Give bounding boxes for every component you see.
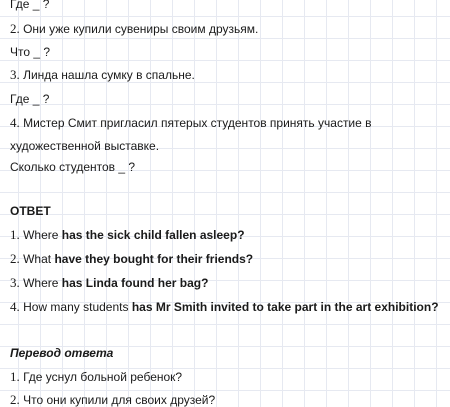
answer-rest: have they bought for their friends? — [54, 252, 254, 266]
answer-item-2 — [10, 252, 253, 266]
question-prompt-1: Где _ ? — [10, 0, 50, 11]
translation-item-1 — [10, 370, 182, 384]
item-number: 4. — [10, 299, 20, 314]
answer-lead: What — [23, 252, 52, 266]
item-number: 2. — [10, 392, 20, 407]
answer-lead: How many students — [23, 300, 129, 314]
task-sentence-4-continued: художественной выставке. — [10, 139, 160, 153]
translation-heading: Перевод ответа — [10, 346, 114, 360]
question-prompt-3: Где _ ? — [10, 92, 50, 106]
translation-item-2 — [10, 393, 215, 407]
answer-heading: ОТВЕТ — [10, 204, 51, 218]
item-number: 1. — [10, 369, 20, 384]
item-number: 4. — [10, 115, 20, 130]
answer-rest: has Linda found her bag? — [61, 276, 209, 290]
sentence-text: Они уже купили сувениры своим друзьям. — [23, 22, 259, 36]
answer-item-3 — [10, 276, 208, 290]
task-sentence-2 — [10, 22, 258, 36]
question-prompt-4: Сколько студентов _ ? — [10, 160, 136, 174]
item-number: 3. — [10, 275, 20, 290]
answer-lead: Where — [23, 276, 59, 290]
task-sentence-4 — [10, 116, 372, 130]
question-prompt-2: Что _ ? — [10, 45, 51, 59]
answer-item-4 — [10, 300, 439, 314]
sentence-text: Мистер Смит пригласил пятерых студентов принять участие в — [23, 116, 372, 130]
answer-rest: has the sick child fallen asleep? — [61, 228, 245, 242]
task-sentence-3 — [10, 68, 195, 82]
item-number: 2. — [10, 251, 20, 266]
answer-rest: has Mr Smith invited to take part in the art exhibition? — [131, 300, 439, 314]
item-number: 1. — [10, 227, 20, 242]
sentence-text: Линда нашла сумку в спальне. — [23, 68, 195, 82]
translation-text: Что они купили для своих друзей? — [23, 393, 216, 407]
answer-item-1 — [10, 228, 245, 242]
translation-text: Где уснул больной ребенок? — [23, 370, 183, 384]
item-number: 3. — [10, 67, 20, 82]
item-number: 2. — [10, 21, 20, 36]
answer-lead: Where — [23, 228, 59, 242]
